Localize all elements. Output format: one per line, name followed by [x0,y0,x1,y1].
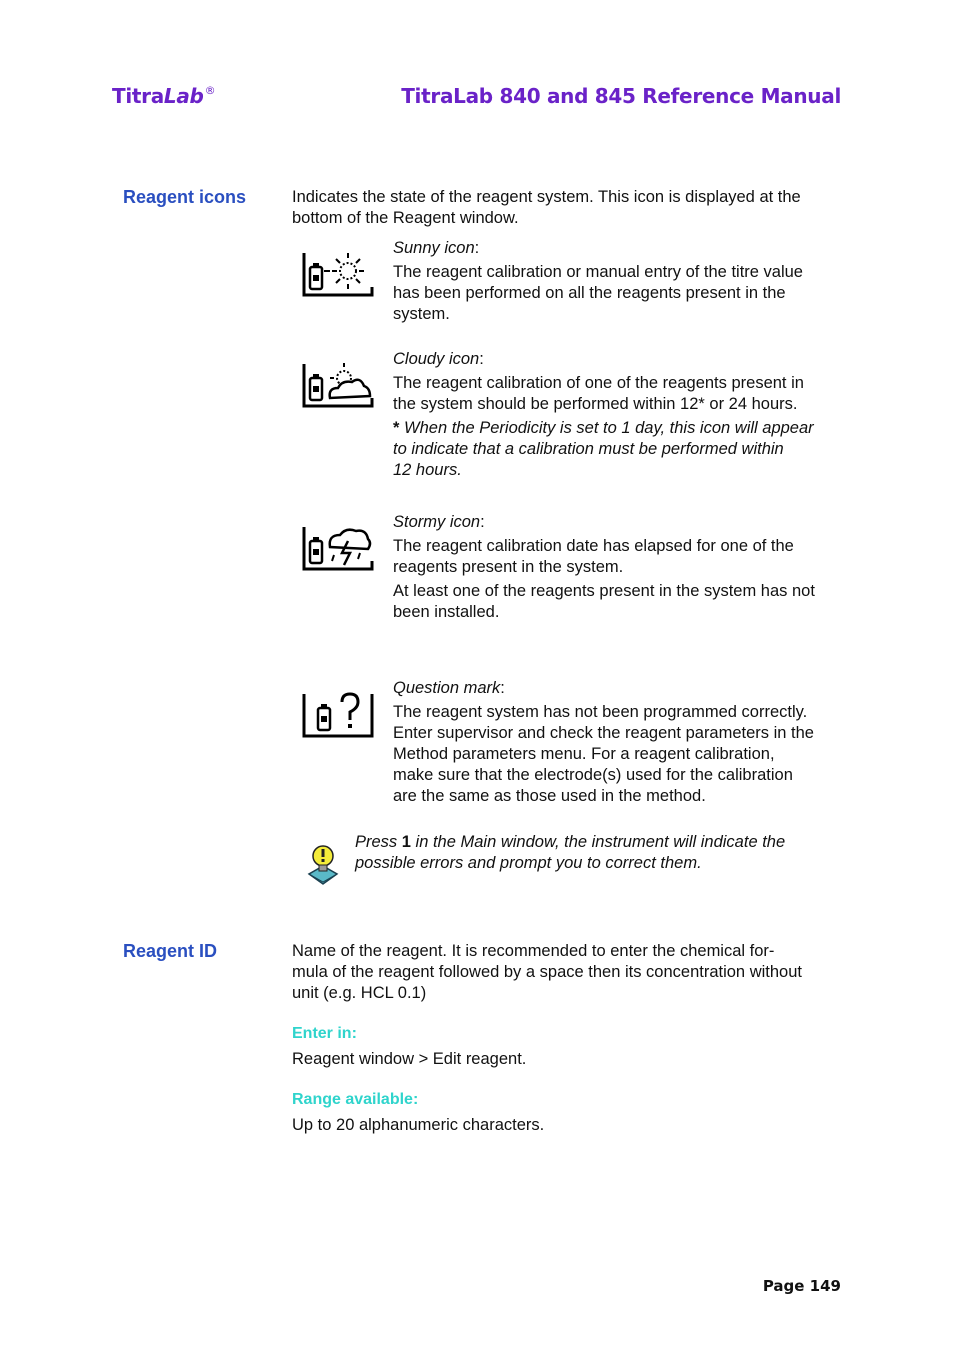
periodicity-note: * When the Periodicity is set to 1 day, this icon will appear to indicate that a calibration must be performed within 12 hours. [393,419,814,479]
sunny-icon [300,247,376,299]
page-number: Page 149 [762,1277,841,1295]
enter-in-value: Reagent window > Edit reagent. [292,1050,527,1068]
question-mark-title: Question mark: [393,679,505,697]
question-mark-description: The reagent system has not been programmed correctly. Enter supervisor and check the reagent parameters in the Method parameters menu. For a reagent calibration, make sure that the electrode(s) used for the calibration are the same as those used in the method. [393,703,814,805]
sunny-icon-description: The reagent calibration or manual entry of the titre value has been performed on all the reagents present in the system. [393,263,803,323]
stormy-icon [300,521,376,573]
brand-logo: TitraLab® [112,84,216,108]
cloudy-icon [300,358,376,410]
stormy-icon-description: The reagent calibration date has elapsed for one of the reagents present in the system. [393,537,794,576]
cloudy-icon-description: The reagent calibration of one of the reagents present in the system should be performed within 12* or 24 hours. [393,374,804,413]
reagent-icons-intro: Indicates the state of the reagent system. This icon is displayed at the bottom of the Reagent window. [292,188,801,227]
manual-title: TitraLab 840 and 845 Reference Manual [401,84,841,108]
cloudy-icon-title: Cloudy icon: [393,350,484,368]
lightbulb-tip-icon [306,842,340,888]
stormy-icon-extra: At least one of the reagents present in the system has not been installed. [393,582,815,621]
question-mark-icon [300,688,376,740]
enter-in-label: Enter in: [292,1025,357,1042]
section-heading-reagent-id: Reagent ID [123,941,218,961]
range-available-label: Range available: [292,1091,419,1108]
stormy-icon-title: Stormy icon: [393,513,485,531]
section-heading-reagent-icons: Reagent icons [123,187,247,207]
reagent-id-description: Name of the reagent. It is recommended to enter the chemical for- mula of the reagent followed by a space then its concentration without unit (e.g. HCL 0.1) [292,942,802,1002]
range-available-value: Up to 20 alphanumeric characters. [292,1116,545,1134]
tip-text: Press 1 in the Main window, the instrument will indicate the possible errors and prompt you to correct them. [355,833,786,872]
sunny-icon-title: Sunny icon: [393,239,480,257]
